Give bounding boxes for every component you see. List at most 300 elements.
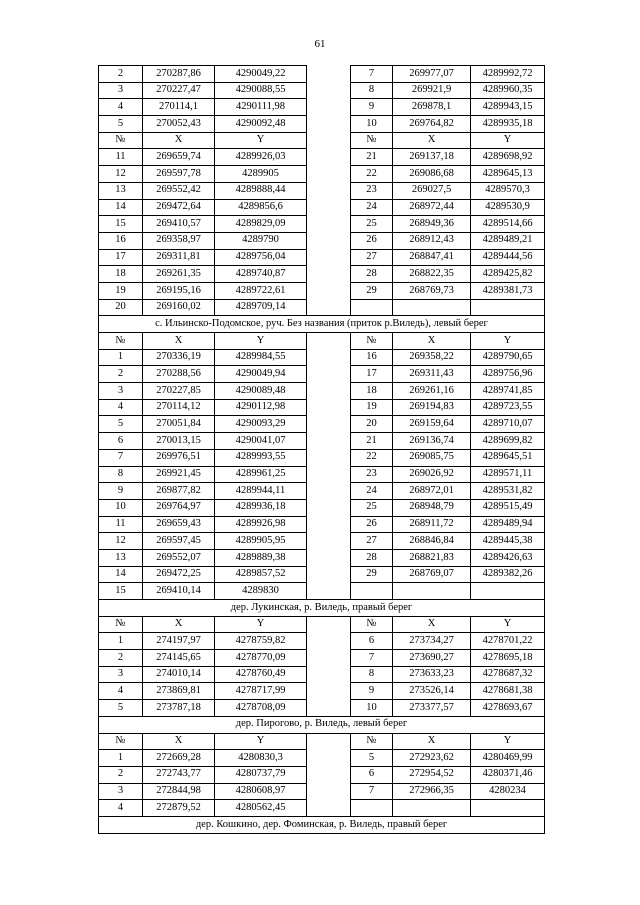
point-number: 3 [99,383,143,400]
table-row [99,666,545,683]
point-number: 10 [351,116,393,133]
x-coordinate: 269410,57 [143,216,215,233]
x-coordinate: 270114,12 [143,399,215,416]
x-coordinate: 270227,47 [143,82,215,99]
y-coordinate: 4289992,72 [471,66,545,83]
x-coordinate: 269472,64 [143,199,215,216]
y-coordinate: 4289889,38 [215,549,307,566]
table-row [99,633,545,650]
point-number: 7 [351,650,393,667]
column-gap [307,533,351,550]
column-gap [307,700,351,717]
column-gap [307,216,351,233]
column-gap [307,783,351,800]
y-coordinate: 4289709,14 [215,299,307,316]
column-gap [307,132,351,149]
point-number: 4 [99,99,143,116]
x-coordinate: 270288,56 [143,366,215,383]
section-title: дер. Кошкино, дер. Фоминская, р. Виледь, правый берег [99,816,545,833]
x-coordinate: 269311,43 [393,366,471,383]
y-coordinate: 4289530,9 [471,199,545,216]
column-gap [307,266,351,283]
table-row [99,66,545,83]
point-number [351,800,393,817]
point-number: 6 [351,633,393,650]
point-number: 2 [99,766,143,783]
y-coordinate: 4290049,22 [215,66,307,83]
y-coordinate [471,583,545,600]
x-coordinate: 269877,82 [143,483,215,500]
x-coordinate: 273526,14 [393,683,471,700]
coordinates-table [98,65,545,834]
point-number: 7 [99,449,143,466]
y-coordinate: 4280234 [471,783,545,800]
table-row [99,583,545,600]
point-number: 17 [99,249,143,266]
column-header-num: № [99,132,143,149]
point-number: 22 [351,166,393,183]
x-coordinate: 269311,81 [143,249,215,266]
column-gap [307,416,351,433]
table-row [99,466,545,483]
x-coordinate: 268972,01 [393,483,471,500]
y-coordinate: 4278770,09 [215,650,307,667]
y-coordinate: 4289905 [215,166,307,183]
x-coordinate: 269921,9 [393,82,471,99]
x-coordinate: 272966,35 [393,783,471,800]
y-coordinate: 4289698,92 [471,149,545,166]
point-number: 24 [351,199,393,216]
x-coordinate: 272879,52 [143,800,215,817]
x-coordinate: 272954,52 [393,766,471,783]
point-number: 7 [351,783,393,800]
point-number: 21 [351,433,393,450]
point-number: 3 [99,82,143,99]
y-coordinate: 4289645,13 [471,166,545,183]
table-row [99,499,545,516]
point-number: 17 [351,366,393,383]
y-coordinate: 4289425,82 [471,266,545,283]
y-coordinate: 4289936,18 [215,499,307,516]
point-number: 10 [351,700,393,717]
point-number: 5 [351,750,393,767]
y-coordinate: 4280371,46 [471,766,545,783]
point-number: 7 [351,66,393,83]
point-number: 23 [351,466,393,483]
x-coordinate: 269261,35 [143,266,215,283]
column-gap [307,499,351,516]
x-coordinate: 272743,77 [143,766,215,783]
table-row [99,199,545,216]
x-coordinate: 272669,28 [143,750,215,767]
x-coordinate: 268769,07 [393,566,471,583]
x-coordinate: 269085,75 [393,449,471,466]
table-row [99,750,545,767]
section-title-row [99,716,545,733]
y-coordinate [471,299,545,316]
x-coordinate: 268972,44 [393,199,471,216]
column-gap [307,249,351,266]
x-coordinate: 269086,68 [393,166,471,183]
x-coordinate: 269159,64 [393,416,471,433]
point-number: 8 [351,82,393,99]
column-gap [307,199,351,216]
y-coordinate: 4278759,82 [215,633,307,650]
column-gap [307,683,351,700]
column-gap [307,82,351,99]
column-header-y: Y [471,132,545,149]
column-header-num: № [351,132,393,149]
y-coordinate: 4289856,6 [215,199,307,216]
x-coordinate: 269358,22 [393,349,471,366]
table-row [99,366,545,383]
column-gap [307,182,351,199]
column-gap [307,383,351,400]
x-coordinate: 274197,97 [143,633,215,650]
x-coordinate: 269659,43 [143,516,215,533]
x-coordinate: 269659,74 [143,149,215,166]
y-coordinate: 4289489,94 [471,516,545,533]
x-coordinate: 269552,42 [143,182,215,199]
point-number: 13 [99,182,143,199]
table-row [99,566,545,583]
point-number: 19 [99,282,143,299]
x-coordinate: 269195,16 [143,282,215,299]
table-row [99,383,545,400]
column-gap [307,333,351,350]
point-number: 29 [351,282,393,299]
column-header-num: № [351,333,393,350]
y-coordinate: 4289926,98 [215,516,307,533]
table-row [99,82,545,99]
x-coordinate: 268769,73 [393,282,471,299]
column-header-x: X [393,132,471,149]
column-gap [307,449,351,466]
column-gap [307,549,351,566]
x-coordinate: 269137,18 [393,149,471,166]
table-row [99,416,545,433]
point-number: 26 [351,516,393,533]
table-row [99,766,545,783]
x-coordinate: 269026,92 [393,466,471,483]
point-number: 19 [351,399,393,416]
table-row [99,683,545,700]
column-gap [307,349,351,366]
y-coordinate: 4289426,63 [471,549,545,566]
column-header-x: X [393,616,471,633]
point-number: 25 [351,499,393,516]
column-header-y: Y [471,333,545,350]
point-number: 4 [99,683,143,700]
y-coordinate: 4289993,55 [215,449,307,466]
column-header-row [99,616,545,633]
x-coordinate: 270052,43 [143,116,215,133]
x-coordinate: 269194,83 [393,399,471,416]
y-coordinate: 4289857,52 [215,566,307,583]
point-number: 1 [99,750,143,767]
page-number: 61 [314,38,326,50]
point-number: 2 [99,66,143,83]
y-coordinate: 4280469,99 [471,750,545,767]
point-number: 21 [351,149,393,166]
y-coordinate: 4289381,73 [471,282,545,299]
column-header-num: № [351,733,393,750]
column-header-x: X [143,616,215,633]
point-number: 16 [99,232,143,249]
y-coordinate: 4289444,56 [471,249,545,266]
point-number: 20 [99,299,143,316]
x-coordinate: 268912,43 [393,232,471,249]
point-number: 27 [351,249,393,266]
table-row [99,116,545,133]
x-coordinate: 268846,84 [393,533,471,550]
point-number: 1 [99,633,143,650]
column-header-row [99,132,545,149]
column-gap [307,766,351,783]
column-header-x: X [143,733,215,750]
x-coordinate: 268948,79 [393,499,471,516]
x-coordinate: 269878,1 [393,99,471,116]
column-gap [307,466,351,483]
point-number: 2 [99,366,143,383]
section-title: с. Ильинско-Подомское, руч. Без названия (приток р.Виледь), левый берег [99,316,545,333]
point-number: 12 [99,533,143,550]
y-coordinate: 4290111,98 [215,99,307,116]
point-number: 4 [99,800,143,817]
column-gap [307,516,351,533]
y-coordinate: 4290088,55 [215,82,307,99]
table-row [99,249,545,266]
x-coordinate: 269921,45 [143,466,215,483]
section-title-row [99,600,545,617]
x-coordinate: 269977,07 [393,66,471,83]
point-number: 25 [351,216,393,233]
y-coordinate: 4278717,99 [215,683,307,700]
column-gap [307,99,351,116]
x-coordinate: 274145,65 [143,650,215,667]
point-number [351,299,393,316]
x-coordinate: 269358,97 [143,232,215,249]
point-number [351,583,393,600]
point-number: 6 [99,433,143,450]
column-gap [307,566,351,583]
table-row [99,166,545,183]
column-header-x: X [143,333,215,350]
x-coordinate: 272923,62 [393,750,471,767]
column-header-num: № [351,616,393,633]
table-row [99,149,545,166]
table-row [99,349,545,366]
y-coordinate: 4290089,48 [215,383,307,400]
y-coordinate: 4278708,09 [215,700,307,717]
y-coordinate: 4278695,18 [471,650,545,667]
y-coordinate: 4290093,29 [215,416,307,433]
column-header-num: № [99,733,143,750]
x-coordinate: 269136,74 [393,433,471,450]
y-coordinate: 4278687,32 [471,666,545,683]
y-coordinate: 4289960,35 [471,82,545,99]
x-coordinate: 270013,15 [143,433,215,450]
x-coordinate: 273734,27 [393,633,471,650]
column-gap [307,399,351,416]
point-number: 14 [99,566,143,583]
x-coordinate: 269597,78 [143,166,215,183]
x-coordinate: 273787,18 [143,700,215,717]
y-coordinate: 4289722,61 [215,282,307,299]
point-number: 4 [99,399,143,416]
point-number: 23 [351,182,393,199]
y-coordinate: 4278701,22 [471,633,545,650]
x-coordinate: 270336,19 [143,349,215,366]
x-coordinate [393,800,471,817]
point-number: 27 [351,533,393,550]
x-coordinate: 273377,57 [393,700,471,717]
y-coordinate: 4290041,07 [215,433,307,450]
column-gap [307,666,351,683]
column-header-y: Y [471,733,545,750]
point-number: 29 [351,566,393,583]
point-number: 15 [99,216,143,233]
section-title-row [99,316,545,333]
x-coordinate: 269261,16 [393,383,471,400]
column-header-y: Y [215,733,307,750]
x-coordinate [393,583,471,600]
column-gap [307,282,351,299]
table-row [99,232,545,249]
point-number: 28 [351,549,393,566]
y-coordinate: 4289935,18 [471,116,545,133]
point-number: 24 [351,483,393,500]
table-row [99,266,545,283]
table-row [99,216,545,233]
table-row [99,800,545,817]
y-coordinate: 4289830 [215,583,307,600]
point-number: 3 [99,666,143,683]
y-coordinate: 4289723,55 [471,399,545,416]
y-coordinate: 4289515,49 [471,499,545,516]
point-number: 18 [351,383,393,400]
column-gap [307,116,351,133]
y-coordinate: 4280562,45 [215,800,307,817]
point-number: 8 [99,466,143,483]
column-gap [307,232,351,249]
point-number: 11 [99,149,143,166]
y-coordinate: 4289790,65 [471,349,545,366]
x-coordinate: 268949,36 [393,216,471,233]
x-coordinate: 269552,07 [143,549,215,566]
y-coordinate: 4289829,09 [215,216,307,233]
x-coordinate: 269472,25 [143,566,215,583]
x-coordinate: 270051,84 [143,416,215,433]
x-coordinate: 269764,82 [393,116,471,133]
x-coordinate: 268822,35 [393,266,471,283]
y-coordinate: 4289888,44 [215,182,307,199]
y-coordinate: 4290112,98 [215,399,307,416]
y-coordinate: 4278693,67 [471,700,545,717]
column-header-num: № [99,333,143,350]
y-coordinate: 4289944,11 [215,483,307,500]
column-gap [307,583,351,600]
x-coordinate: 269410,14 [143,583,215,600]
point-number: 9 [99,483,143,500]
y-coordinate: 4289645,51 [471,449,545,466]
y-coordinate: 4289756,96 [471,366,545,383]
column-header-x: X [393,333,471,350]
point-number: 20 [351,416,393,433]
x-coordinate: 269160,02 [143,299,215,316]
y-coordinate: 4289382,26 [471,566,545,583]
table-row [99,650,545,667]
column-gap [307,616,351,633]
column-header-row [99,733,545,750]
column-gap [307,66,351,83]
x-coordinate: 269976,51 [143,449,215,466]
x-coordinate: 273690,27 [393,650,471,667]
y-coordinate: 4289699,82 [471,433,545,450]
point-number: 12 [99,166,143,183]
x-coordinate: 273633,23 [393,666,471,683]
x-coordinate: 268847,41 [393,249,471,266]
section-title: дер. Лукинская, р. Виледь, правый берег [99,600,545,617]
column-gap [307,633,351,650]
x-coordinate: 269764,97 [143,499,215,516]
point-number: 3 [99,783,143,800]
x-coordinate [393,299,471,316]
table-row [99,282,545,299]
point-number: 13 [99,549,143,566]
y-coordinate: 4289445,38 [471,533,545,550]
y-coordinate: 4289740,87 [215,266,307,283]
y-coordinate: 4289489,21 [471,232,545,249]
column-header-y: Y [215,333,307,350]
y-coordinate: 4278760,49 [215,666,307,683]
point-number: 2 [99,650,143,667]
point-number: 6 [351,766,393,783]
x-coordinate: 269027,5 [393,182,471,199]
point-number: 1 [99,349,143,366]
y-coordinate: 4289926,03 [215,149,307,166]
point-number: 26 [351,232,393,249]
column-header-y: Y [215,616,307,633]
y-coordinate [471,800,545,817]
table-row [99,533,545,550]
column-gap [307,433,351,450]
column-header-x: X [143,132,215,149]
x-coordinate: 273869,81 [143,683,215,700]
point-number: 5 [99,416,143,433]
table-row [99,549,545,566]
y-coordinate: 4280830,3 [215,750,307,767]
column-header-x: X [393,733,471,750]
point-number: 8 [351,666,393,683]
column-gap [307,299,351,316]
column-header-y: Y [215,132,307,149]
y-coordinate: 4289710,07 [471,416,545,433]
point-number: 9 [351,683,393,700]
column-gap [307,149,351,166]
point-number: 22 [351,449,393,466]
table-row [99,182,545,199]
column-gap [307,483,351,500]
y-coordinate: 4289571,11 [471,466,545,483]
column-header-row [99,333,545,350]
y-coordinate: 4280608,97 [215,783,307,800]
point-number: 18 [99,266,143,283]
table-row [99,783,545,800]
y-coordinate: 4290049,94 [215,366,307,383]
y-coordinate: 4278681,38 [471,683,545,700]
x-coordinate: 274010,14 [143,666,215,683]
